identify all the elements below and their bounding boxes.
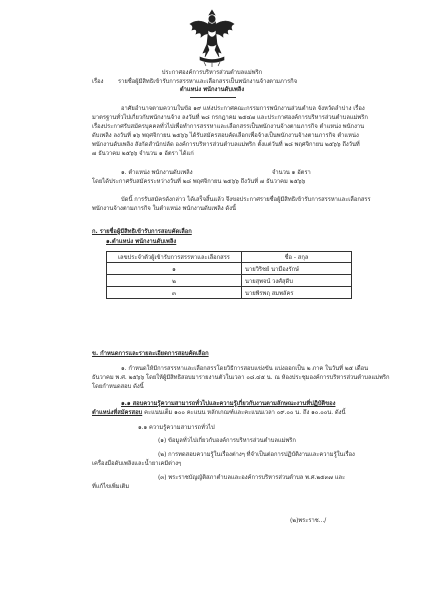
exam-part-details: คะแนนเต็ม ๑๐๐ คะแนน หลักเกณฑ์และคะแนนเวลา ๐๙.๐๐ น. ถึง ๑๐.๐๐น. ดังนี้ xyxy=(142,410,346,416)
candidate-name: นายพีรพฤ สมพลัคร xyxy=(242,287,352,299)
exam-part-heading-1: ๑.๑ สอบความรู้ความสามารถทั่วไปและความรู้เกี่ยวกับงานตามลักษณะงานที่ปฏิบัติของ xyxy=(121,401,336,407)
exam-part-position: ตำแหน่งที่สมัครสอบ xyxy=(92,410,143,416)
section-1-title: ก. รายชื่อผู้มีสิทธิเข้ารับการสอบคัดเลือก xyxy=(92,229,192,235)
position-count: จำนวน ๑ อัตรา xyxy=(272,170,311,176)
intro-line-1: อาศัยอำนาจตามความในข้อ ๑๙ แห่งประกาศคณะกรรมการพนักงานส่วนตำบล จังหวัดลำปาง เรื่อง xyxy=(121,106,365,112)
table-row xyxy=(107,275,352,287)
candidate-table xyxy=(106,251,352,299)
intro-line-3: เรื่องประกาศรับสมัครบุคคลทั่วไปเพื่อทำการสรรหาและเลือกสรรเป็นพนักงานจ้างตามภารกิจ ตำแหน่ง พนักงาน xyxy=(92,124,365,130)
exam-part-heading-2 xyxy=(92,410,345,417)
subject-text: รายชื่อผู้มีสิทธิเข้ารับการสรรหาและเลือกสรรเป็นพนักงานจ้างตามภารกิจ xyxy=(118,79,298,85)
application-period: โดยได้ประกาศรับสมัครระหว่างวันที่ ๒๘ พฤศจิกายน ๒๕๖๖ ถึงวันที่ ๗ ธันวาคม ๒๕๖๖ xyxy=(92,179,306,185)
candidate-name: นายสุพจน์ วงศ์สุดีบ xyxy=(242,275,352,287)
candidate-number: ๒ xyxy=(107,275,242,287)
intro-line-6: ๗ ธันวาคม ๒๕๖๖ จำนวน ๑ อัตรา ได้แก่ xyxy=(92,151,194,157)
candidate-number: ๑ xyxy=(107,263,242,275)
schedule-line-2: ธันวาคม พ.ศ. ๒๕๖๖ โดยให้ผู้มีสิทธิสอบมารายงานตัวในเวลา ๐๘.๔๕ น. ณ ห้องประชุมองค์การบริหารส่วนตำบลแม่พริก xyxy=(92,375,390,381)
topic-item-3-line-2: ที่แก้ไขเพิ่มเติม xyxy=(92,484,130,490)
position-line: ๑. ตำแหน่ง พนักงานดับเพลิง xyxy=(121,170,193,176)
column-header-id: เลขประจำตัวผู้เข้ารับการสรรหาและเลือกสรร xyxy=(107,252,242,263)
result-line-1: บัดนี้ การรับสมัครดังกล่าว ได้เสร็จสิ้นแล้ว จึงขอประกาศรายชื่อผู้มีสิทธิเข้ารับการสรรหาและเลือกสรร xyxy=(121,197,371,203)
candidate-number: ๓ xyxy=(107,287,242,299)
schedule-line-3: โดยกำหนดสอบ ดังนี้ xyxy=(92,384,144,390)
candidate-name: นายวิริชย์ นามืองรักษ์ xyxy=(242,263,352,275)
intro-line-2: มาตรฐานทั่วไปเกี่ยวกับพนักงานจ้าง ลงวันที่ ๒๘ กรกฎาคม ๒๕๔๗ และประกาศองค์การบริหารส่วนตำบลแม่พริก xyxy=(92,115,368,121)
result-line-2: พนักงานจ้างตามภารกิจ ในตำแหน่ง พนักงานดับเพลิง ดังนี้ xyxy=(92,206,236,212)
schedule-line-1: ๑. กำหนดให้มีการสรรหาและเลือกสรรโดยวิธีการสอบแข่งขัน แบ่งออกเป็น ๒ ภาค ในวันที่ ๒๕ เดือน xyxy=(121,366,369,372)
subject-label: เรื่อง xyxy=(92,79,104,85)
intro-line-4: ดับเพลิง ลงวันที่ ๑๖ พฤศจิกายน ๒๕๖๖ ได้รับสมัครสอบคัดเลือกเพื่อจ้างเป็นพนักงานจ้างตามภารกิจ ตำแหน่ง xyxy=(92,133,359,139)
intro-line-5: พนักงานดับเพลิง สังกัดสำนักปลัด องค์การบริหารส่วนตำบลแม่พริก ตั้งแต่วันที่ ๒๘ พฤศจิกายน ๒๕๖๖ ถึงวันที่ xyxy=(92,142,360,148)
table-header-row xyxy=(107,252,352,263)
position-heading: ตำแหน่ง พนักงานดับเพลิง xyxy=(179,87,245,93)
announcement-title: ประกาศองค์การบริหารส่วนตำบลแม่พริก xyxy=(161,70,263,76)
topic-heading: ๑.๑ ความรู้ความสามารถทั่วไป xyxy=(138,425,215,431)
table-row xyxy=(107,263,352,275)
topic-item-3-line-1: (๓) พระราชบัญญัติสภาตำบลและองค์การบริหารส่วนตำบล พ.ศ.๒๕๓๗ และ xyxy=(158,475,346,481)
separator-line xyxy=(190,97,236,98)
section-2-title: ข. กำหนดการและรายละเอียดการสอบคัดเลือก xyxy=(92,351,209,357)
garuda-emblem-icon xyxy=(186,6,238,68)
topic-item-1: (๑) ข้อมูลทั่วไปเกี่ยวกับองค์การบริหารส่วนตำบลแม่พริก xyxy=(158,438,296,444)
topic-item-2-line-1: (๒) การทดสอบความรู้ในเรื่องต่างๆ ที่จำเป็นต่อการปฏิบัติงานและความรู้ในเรื่อง xyxy=(158,452,355,458)
continuation-marker: (๒)พระราช.../ xyxy=(290,518,327,524)
table-row xyxy=(107,287,352,299)
section-1-subtitle: ๑.ตำแหน่ง พนักงานดับเพลิง xyxy=(106,239,177,245)
topic-item-2-line-2: เครื่องมือดับเพลิงและน้ำยาเคมีต่างๆ xyxy=(92,461,182,467)
column-header-name: ชื่อ - สกุล xyxy=(242,252,352,263)
